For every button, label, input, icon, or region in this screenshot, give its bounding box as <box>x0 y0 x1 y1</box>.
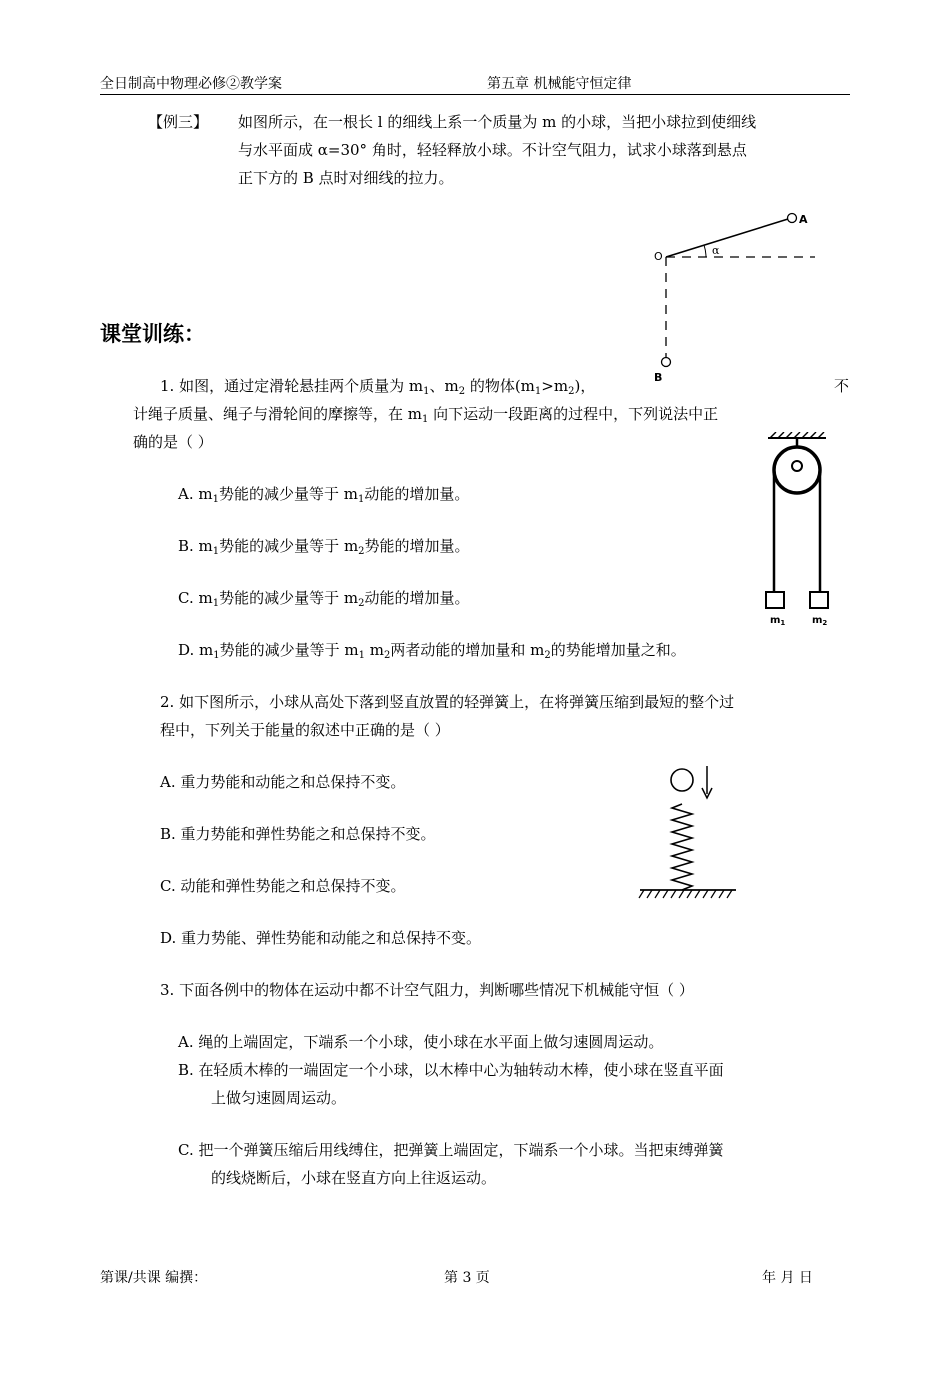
q2-option-a: A. 重力势能和动能之和总保持不变。 <box>160 773 406 791</box>
pulley-figure <box>760 432 840 632</box>
q3-option-c-line-2: 的线烧断后，小球在竖直方向上往返运动。 <box>211 1169 497 1187</box>
fig-label-a: A <box>799 213 808 226</box>
example-label: 【例三】 <box>148 113 209 131</box>
q1-line-2: 计绳子质量、绳子与滑轮间的摩擦等，在 $m_1$ 向下运动一段距离的过程中，下列说法中正 <box>133 405 719 425</box>
header-rule <box>100 94 850 95</box>
q3-option-a: A. 绳的上端固定，下端系一个小球，使小球在水平面上做匀速圆周运动。 <box>178 1033 664 1051</box>
fig-label-o: O <box>654 250 663 263</box>
q1-line-1: 1. 如图，通过定滑轮悬挂两个质量为 $m_1$、$m_2$ 的物体$(m_1>m_2)$， <box>160 377 596 397</box>
header-left: 全日制高中物理必修②教学案 <box>100 76 282 92</box>
footer-page-number: 第 3 页 <box>444 1270 490 1286</box>
q2-option-d: D. 重力势能、弹性势能和动能之和总保持不变。 <box>160 929 482 947</box>
q1-option-a: A. $m_1$势能的减少量等于 $m_1$动能的增加量。 <box>178 485 470 505</box>
fig-label-alpha: α <box>712 244 720 257</box>
example-line-1: 如图所示，在一根长 l 的细线上系一个质量为 m 的小球，当把小球拉到使细线 <box>238 113 757 131</box>
q2-line-2: 程中，下列关于能量的叙述中正确的是（ ） <box>160 721 450 739</box>
pendulum-figure <box>640 205 825 385</box>
q3-option-c-line-1: C. 把一个弹簧压缩后用线缚住，把弹簧上端固定，下端系一个小球。当把束缚弹簧 <box>178 1141 724 1159</box>
footer-left: 第课/共课 编撰： <box>100 1270 208 1286</box>
example-line-2: 与水平面成 α=30° 角时，轻轻释放小球。不计空气阻力，试求小球落到悬点 <box>238 141 747 159</box>
example-line-3: 正下方的 B 点时对细线的拉力。 <box>238 169 454 187</box>
fig-label-b: B <box>654 371 663 384</box>
q2-line-1: 2. 如下图所示，小球从高处下落到竖直放置的轻弹簧上，在将弹簧压缩到最短的整个过 <box>160 693 735 711</box>
q1-option-c: C. $m_1$势能的减少量等于 $m_2$动能的增加量。 <box>178 589 470 609</box>
q3-option-b-line-1: B. 在轻质木棒的一端固定一个小球，以木棒中心为轴转动木棒，使小球在竖直平面 <box>178 1061 724 1079</box>
section-title: 课堂训练： <box>100 322 205 346</box>
q1-option-b: B. $m_1$势能的减少量等于 $m_2$势能的增加量。 <box>178 537 470 557</box>
q3-option-b-line-2: 上做匀速圆周运动。 <box>211 1089 347 1107</box>
header-right: 第五章 机械能守恒定律 <box>487 76 632 92</box>
fig-label-m2: $m_2$ <box>812 615 828 627</box>
q2-option-c: C. 动能和弹性势能之和总保持不变。 <box>160 877 406 895</box>
q1-option-d: D. $m_1$势能的减少量等于 $m_1$ $m_2$两者动能的增加量和 $m_2$的势能增加量之和。 <box>178 641 686 661</box>
q3-line-1: 3. 下面各例中的物体在运动中都不计空气阻力，判断哪些情况下机械能守恒（ ） <box>160 981 694 999</box>
q1-line-1-tail: 不 <box>834 377 850 395</box>
spring-figure <box>636 760 741 905</box>
footer-date: 年 月 日 <box>762 1270 813 1286</box>
q2-option-b: B. 重力势能和弹性势能之和总保持不变。 <box>160 825 436 843</box>
q1-line-3: 确的是（ ） <box>133 433 213 451</box>
fig-label-m1: $m_1$ <box>770 615 786 627</box>
